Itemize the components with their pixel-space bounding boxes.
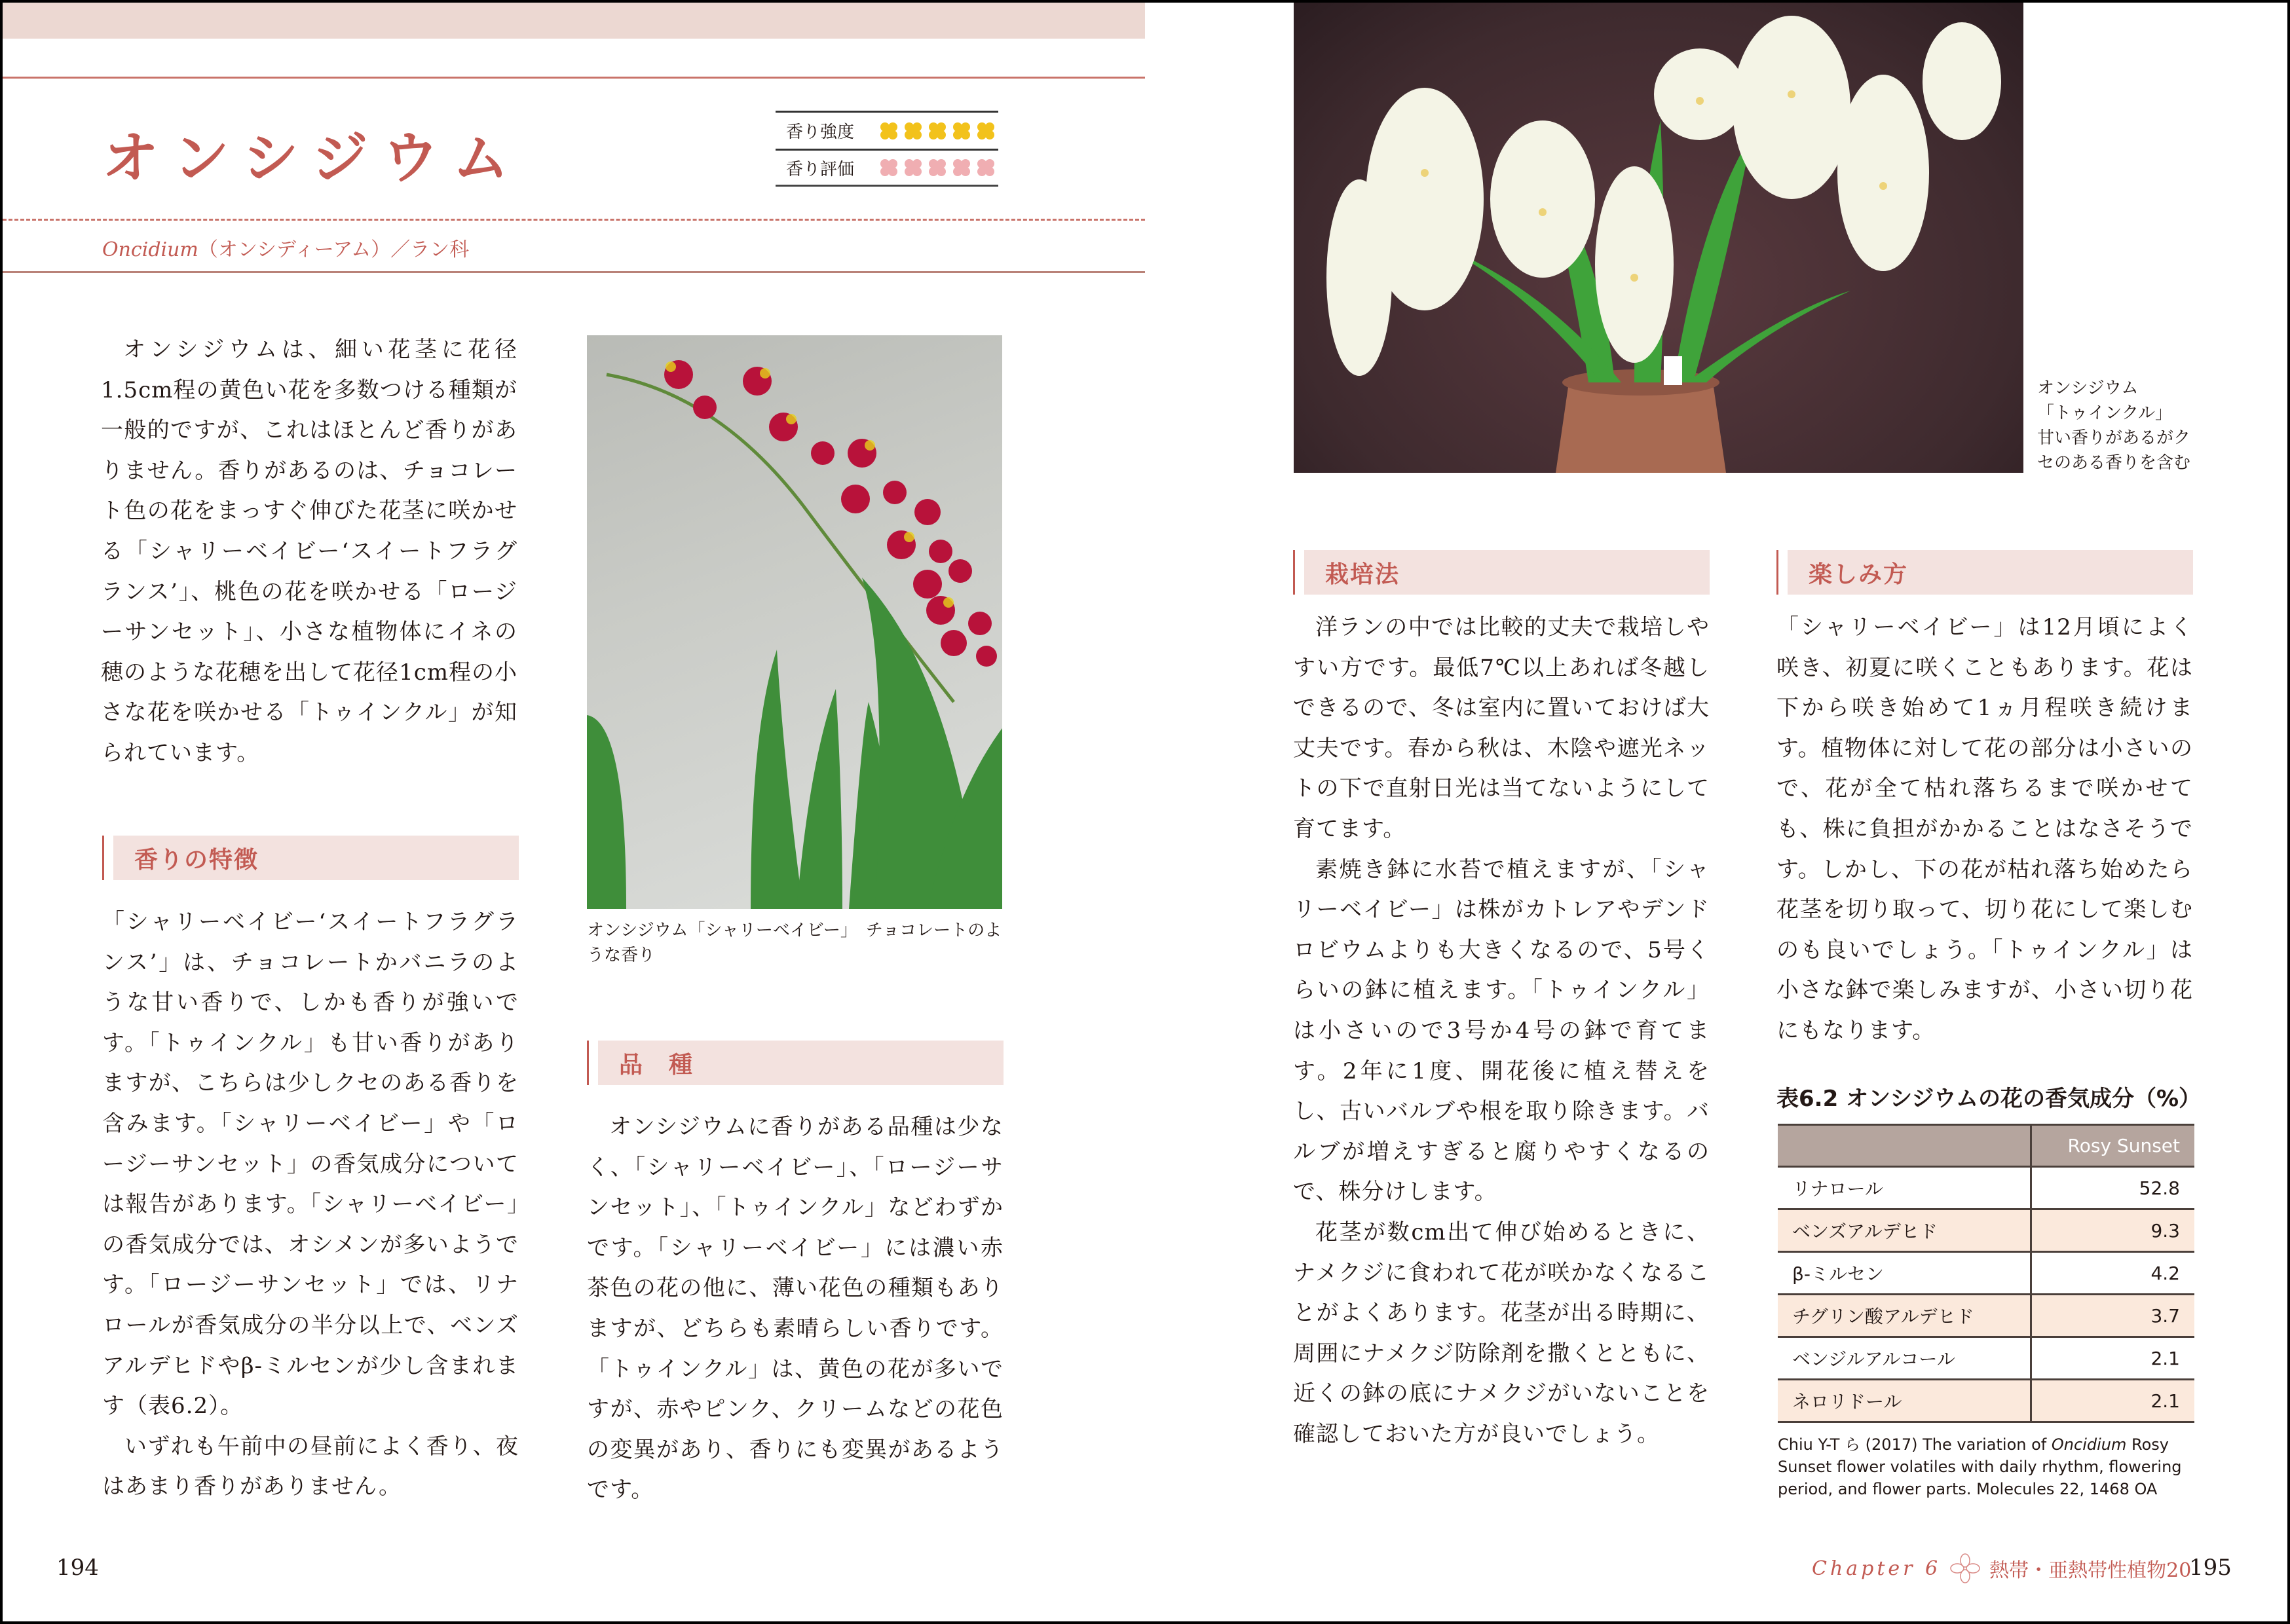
compound-value: 52.8 — [2031, 1167, 2194, 1209]
section-cultivation — [1293, 550, 1710, 1454]
rating-label: 香り評価 — [786, 159, 855, 179]
section-heading-label: 栽培法 — [1304, 550, 1710, 595]
paragraph: 「シャリーベイビー‘スイートフラグランス’」は、チョコレートかバニラのような甘い香りで、しかも香りが強いです。「トゥインクル」も甘い香りがありますが、こちらは少しクセのある香りを含みます。「シャリーベイビー」や「ロージーサンセット」の香気成分については報告があります。「シャリーベイビー」の香気成分では、オシメンが多いようです。「ロージーサンセット」では、リナロールが香気成分の半分以上で、ベンズアルデヒドやβ-ミルセンが少し含まれます（表6.2）。 — [102, 909, 519, 1420]
fragrance-rating-box — [776, 111, 998, 187]
photo-caption — [2037, 376, 2273, 475]
photo-sharry-baby — [587, 335, 1002, 909]
chapter-label: Chapter 6 — [1812, 1557, 1942, 1580]
reference-text: Chiu Y-T ら (2017) The variation of — [1778, 1435, 2052, 1454]
table-row — [1778, 1167, 2194, 1209]
flower-rating-icon — [905, 159, 922, 176]
section-heading-label: 品 種 — [598, 1041, 1004, 1085]
compound-value: 2.1 — [2031, 1380, 2194, 1422]
table-reference — [1778, 1433, 2197, 1500]
section-heading — [587, 1041, 1004, 1085]
compound-value: 4.2 — [2031, 1252, 2194, 1295]
chapter-footer — [1812, 1553, 2191, 1583]
rating-row-intensity — [776, 111, 998, 149]
flower-rating-icon — [953, 122, 970, 139]
flower-rating-icon — [880, 159, 897, 176]
section-body — [1293, 608, 1710, 1454]
header-band — [3, 3, 1145, 39]
photo-caption: オンシジウム「シャリーベイビー」 チョコレートのような香り — [587, 921, 1002, 965]
table-row — [1778, 1209, 2194, 1252]
compound-name: ベンジルアルコール — [1778, 1337, 2031, 1380]
section-fragrance — [102, 836, 519, 1507]
chapter-title: 熱帯・亜熱帯性植物20 — [1989, 1559, 2192, 1582]
caption-line: 甘い香りがあるがク — [2037, 428, 2191, 448]
caption-line: オンシジウム — [2037, 378, 2139, 398]
section-heading — [1293, 550, 1710, 595]
paragraph: オンシジウムに香りがある品種は少なく、「シャリーベイビー」、「ロージーサンセット」、「トゥインクル」などわずかです。「シャリーベイビー」には濃い赤茶色の花の他に、薄い花色の種類もありますが、どちらも素晴らしい香りです。「トゥインクル」は、黄色の花が多いですが、赤やピンク、クリームなどの花色の変異があり、香りにも変異があるようです。 — [587, 1114, 1004, 1504]
flower-rating-icon — [929, 122, 946, 139]
compound-name: チグリン酸アルデヒド — [1778, 1295, 2031, 1337]
section-heading — [1776, 550, 2193, 595]
paragraph: 「シャリーベイビー」は12月頃によく咲き、初夏に咲くこともあります。花は下から咲き始めて1ヵ月程咲き続けます。植物体に対して花の部分は小さいので、花が全て枯れ落ちるまで咲かせても、株に負担がかかることはなさそうです。しかし、下の花が枯れ落ち始めたら花茎を切り取って、切り花にして楽しむのも良いでしょう。「トゥインクル」は小さな鉢で楽しみますが、小さい切り花にもなります。 — [1776, 614, 2193, 1044]
intro-paragraph: オンシジウムは、細い花茎に花径1.5cm程の黄色い花を多数つける種類が一般的ですが、これはほとんど香りがありません。香りがあるのは、チョコレート色の花をまっすぐ伸びた花茎に咲かせる「シャリーベイビー‘スイートフラグランス’」、桃色の花を咲かせる「ロージーサンセット」、小さな植物体にイネの穂のような花穂を出して花径1cm程の小さな花を咲かせる「トゥインクル」が知られています。 — [101, 337, 517, 766]
reference-text: Rosy Sunset flower volatiles with daily rhythm, flowering period, and flower parts. Molecules 22, 1468 OA — [1778, 1435, 2182, 1498]
rating-flowers — [880, 159, 994, 176]
compound-value: 3.7 — [2031, 1295, 2194, 1337]
section-body — [102, 902, 519, 1507]
compound-value: 9.3 — [2031, 1209, 2194, 1252]
paragraph: 花茎が数cm出て伸び始めるときに、ナメクジに食われて花が咲かなくなることがよくあります。花茎が出る時期に、周囲にナメクジ防除剤を撒くとともに、近くの鉢の底にナメクジがいないことを確認しておいた方が良いでしょう。 — [1293, 1219, 1710, 1447]
flower-rating-icon — [977, 159, 994, 176]
paragraph: 素焼き鉢に水苔で植えますが、「シャリーベイビー」は株がカトレアやデンドロビウムよりも大きくなるので、5号くらいの鉢に植えます。「トゥインクル」は小さいので3号か4号の鉢で育てます。2年に1度、開花後に植え替えをし、古いバルブや根を取り除きます。バルブが増えすぎると腐りやすくなるので、株分けします。 — [1293, 856, 1710, 1206]
rating-label: 香り強度 — [786, 122, 855, 142]
compound-table — [1778, 1124, 2194, 1423]
rating-flowers — [880, 122, 994, 139]
compound-name: ベンズアルデヒド — [1778, 1209, 2031, 1252]
flower-rating-icon — [953, 159, 970, 176]
book-spread — [3, 3, 2287, 1621]
flower-rating-icon — [905, 122, 922, 139]
section-heading-label: 香りの特徴 — [113, 836, 519, 880]
paragraph: いずれも午前中の昼前によく香り、夜はあまり香りがありません。 — [102, 1433, 519, 1500]
orchid-photo-illustration — [1294, 3, 2023, 473]
flower-rating-icon — [977, 122, 994, 139]
latin-name: Oncidium — [102, 238, 198, 261]
caption-line: セのある香りを含む — [2037, 453, 2191, 473]
header-rule-dashed — [3, 219, 1145, 221]
page-number-right: 195 — [2189, 1555, 2232, 1581]
page-number-left: 194 — [56, 1555, 99, 1581]
section-body — [1776, 608, 2193, 1052]
table-header-row — [1778, 1125, 2194, 1167]
flower-rating-icon — [880, 122, 897, 139]
flower-outline-icon — [1950, 1553, 1980, 1583]
table-row — [1778, 1380, 2194, 1422]
section-heading-label: 楽しみ方 — [1788, 550, 2193, 595]
table-row — [1778, 1337, 2194, 1380]
section-varieties — [587, 1041, 1004, 1511]
rating-row-evaluation — [776, 149, 998, 187]
table-title: 表6.2 オンシジウムの花の香気成分（%） — [1776, 1086, 2202, 1112]
reference-italic: Oncidium — [2051, 1435, 2127, 1454]
section-body — [587, 1107, 1004, 1511]
compound-value: 2.1 — [2031, 1337, 2194, 1380]
page-subtitle — [102, 233, 469, 262]
flower-rating-icon — [929, 159, 946, 176]
compound-name: リナロール — [1778, 1167, 2031, 1209]
family-name: （オンシディーアム）／ラン科 — [198, 238, 470, 261]
compound-name: β-ミルセン — [1778, 1252, 2031, 1295]
photo-twinkle — [1294, 3, 2023, 473]
intro-text — [101, 330, 517, 774]
header-rule-bottom — [3, 271, 1145, 273]
caption-line: 「トゥインクル」 — [2037, 403, 2173, 423]
table-row — [1778, 1252, 2194, 1295]
table-header-cell: Rosy Sunset — [2031, 1125, 2194, 1167]
header-rule-top — [3, 77, 1145, 79]
orchid-photo-illustration — [587, 335, 1002, 909]
paragraph: 洋ランの中では比較的丈夫で栽培しやすい方です。最低7℃以上あれば冬越しできるので、冬は室内に置いておけば大丈夫です。春から秋は、木陰や遮光ネットの下で直射日光は当てないようにして育てます。 — [1293, 614, 1710, 842]
section-heading — [102, 836, 519, 880]
page-title: オンシジウム — [102, 126, 523, 191]
table-row — [1778, 1295, 2194, 1337]
table-header-cell — [1778, 1125, 2031, 1167]
compound-name: ネロリドール — [1778, 1380, 2031, 1422]
section-enjoy — [1776, 550, 2193, 1052]
